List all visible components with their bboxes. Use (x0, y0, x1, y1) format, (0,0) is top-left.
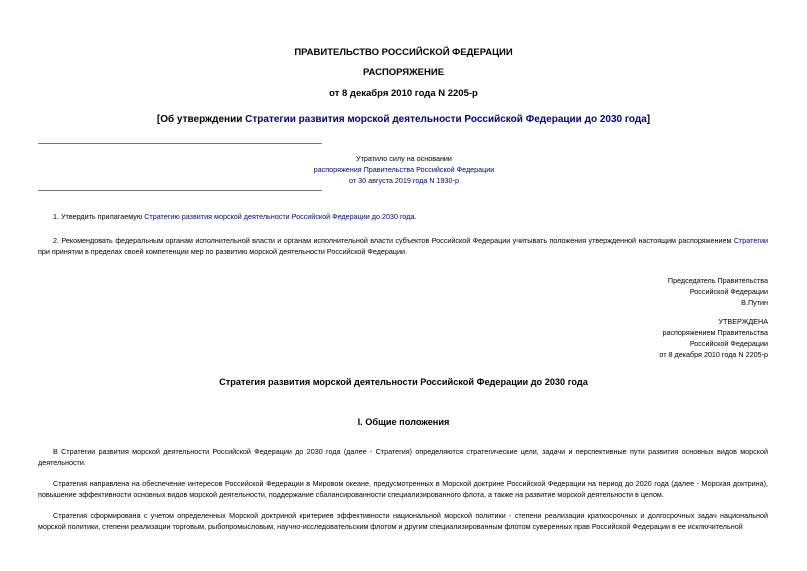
note-rule-top (38, 143, 322, 144)
signature-block (560, 275, 768, 308)
approval-title: УТВЕРЖДЕНА (718, 317, 768, 326)
expired-note (222, 153, 586, 186)
approval-block (560, 316, 768, 360)
p2-suffix: при принятии в пределах своей компетенции мер по развитию морской деятельности Российской Федерации. (38, 247, 408, 256)
approval-line-3: Российской Федерации (689, 339, 768, 348)
strategy-title: Стратегия развития морской деятельности Российской Федерации до 2030 года (219, 377, 588, 387)
signature-name: В.Путин (741, 298, 768, 307)
p2-strategy-link[interactable]: Стратегии (733, 236, 768, 245)
signature-country: Российской Федерации (689, 287, 768, 296)
expired-note-line: Утратило силу на основании (356, 154, 452, 163)
paragraph-1 (38, 211, 768, 222)
expired-note-decree-link[interactable]: распоряжения Правительства Российской Федерации (313, 165, 495, 174)
p2-text: 2. Рекомендовать федеральным органам исполнительной власти и органам исполнительной власти субъектов Российской Федерации учитывать положения утвержденной настоящим распоряжением (53, 236, 734, 245)
p1-suffix: . (414, 212, 417, 221)
p1-text: 1. Утвердить прилагаемую (53, 212, 145, 221)
section-heading: I. Общие положения (357, 417, 450, 427)
signature-position: Председатель Правительства (667, 276, 768, 285)
strategy-paragraph-1: В Стратегии развития морской деятельности Российской Федерации до 2030 года (далее - Стратегия) определяются стратегические цели, задачи и перспективные пути развития основных видов морской деятельности. (38, 447, 768, 467)
strategy-paragraph-3: Стратегия сформирована с учетом определенных Морской доктриной критериев эффективности национальной морской политики - степени реализации краткосрочных и долгосрочных задач национальной морской политики, степени реализации торговым, рыбопромысловым, научно-исследовательским флотом и другим специализированным флотом суверенных прав Российской Федерации в ее исключительной (38, 511, 768, 531)
note-rule-bottom (38, 190, 322, 191)
document-date-number: от 8 декабря 2010 года N 2205-р (329, 88, 478, 99)
title-strategy-link[interactable]: Стратегии развития морской деятельности Российской Федерации до 2030 года (245, 114, 647, 125)
strategy-paragraph-2: Стратегия направлена на обеспечение интересов Российской Федерации в Мировом океане, предусмотренных в Морской доктрине Российской Федерации на период до 2020 года (далее - Морская доктрина), повышение эффективности основных видов морской деятельности, поддержание сбалансированности специализированного флота, а также на развитие морской деятельности в целом. (38, 479, 768, 499)
approval-line-4: от 8 декабря 2010 года N 2205-р (659, 350, 768, 359)
p1-strategy-link[interactable]: Стратегию развития морской деятельности Российской Федерации до 2030 года (144, 212, 415, 221)
document-type: РАСПОРЯЖЕНИЕ (362, 67, 445, 78)
approval-line-2: распоряжением Правительства (662, 328, 768, 337)
paragraph-2 (38, 235, 768, 257)
title-suffix: ] (646, 114, 651, 125)
title-prefix: [Об утверждении (156, 114, 246, 125)
government-heading: ПРАВИТЕЛЬСТВО РОССИЙСКОЙ ФЕДЕРАЦИИ (294, 47, 513, 58)
document-title (0, 114, 807, 125)
expired-note-date-link[interactable]: от 30 августа 2019 года N 1930-р (349, 176, 459, 185)
